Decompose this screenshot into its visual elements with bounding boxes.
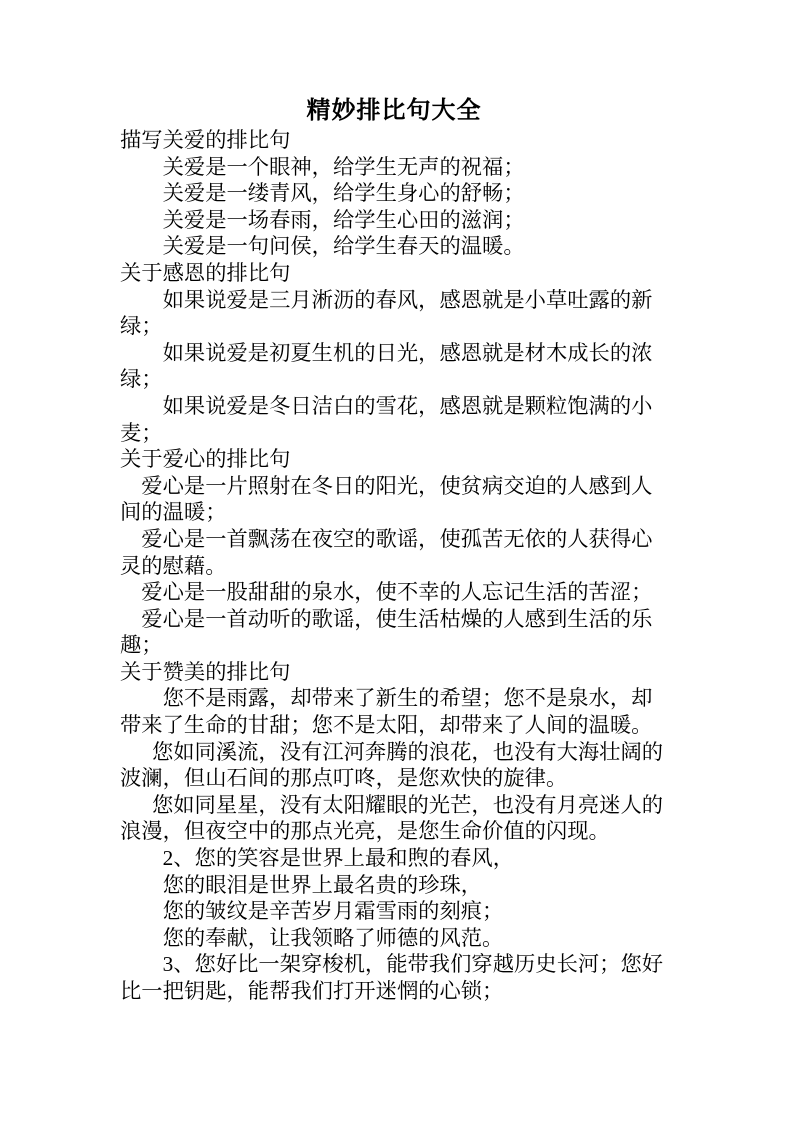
- paragraph: 如果说爱是三月淅沥的春风，感恩就是小草吐露的新绿；: [120, 287, 653, 339]
- section-heading: 关于赞美的排比句: [120, 659, 291, 684]
- paragraph: 爱心是一首飘荡在夜空的歌谣，使孤苦无依的人获得心灵的慰藉。: [120, 526, 653, 578]
- paragraph: 如果说爱是冬日洁白的雪花，感恩就是颗粒饱满的小麦；: [120, 393, 653, 445]
- paragraph: 您如同溪流，没有江河奔腾的浪花，也没有大海壮阔的波澜，但山石间的那点叮咚，是您欢快的旋律。: [120, 739, 664, 791]
- paragraph: 爱心是一股甜甜的泉水，使不幸的人忘记生活的苦涩；: [141, 580, 653, 605]
- paragraph: 您的眼泪是世界上最名贵的珍珠，: [162, 872, 483, 897]
- paragraph: 2、您的笑容是世界上最和煦的春风，: [162, 846, 514, 871]
- paragraph: 关爱是一缕青风，给学生身心的舒畅；: [162, 181, 525, 206]
- paragraph: 您如同星星，没有太阳耀眼的光芒，也没有月亮迷人的浪漫，但夜空中的那点光亮，是您生命价值的闪现。: [120, 792, 664, 844]
- paragraph: 爱心是一首动听的歌谣，使生活枯燥的人感到生活的乐趣；: [120, 606, 653, 658]
- paragraph: 关爱是一个眼神，给学生无声的祝福；: [162, 154, 525, 179]
- section-heading: 描写关爱的排比句: [120, 128, 291, 152]
- paragraph: 关爱是一场春雨，给学生心田的滋润；: [162, 207, 525, 232]
- paragraph: 您的皱纹是辛苦岁月霜雪雨的刻痕；: [162, 899, 504, 924]
- paragraph: 爱心是一片照射在冬日的阳光，使贫病交迫的人感到人间的温暖；: [120, 473, 653, 525]
- section-heading: 关于感恩的排比句: [120, 260, 291, 285]
- section-heading: 关于爱心的排比句: [120, 447, 291, 472]
- paragraph: 您的奉献，让我领略了师德的风范。: [162, 925, 504, 950]
- paragraph: 关爱是一句问侯，给学生春天的温暖。: [162, 234, 525, 259]
- paragraph: 如果说爱是初夏生机的日光，感恩就是材木成长的浓绿；: [120, 340, 653, 392]
- paragraph: 3、您好比一架穿梭机，能带我们穿越历史长河；您好比一把钥匙，能帮我们打开迷惘的心锁；: [120, 952, 664, 1003]
- document-sections: [120, 127, 668, 1005]
- document-content: [120, 95, 668, 1005]
- paragraph: 您不是雨露，却带来了新生的希望；您不是泉水，却带来了生命的甘甜；您不是太阳，却带来了人间的温暖。: [120, 686, 653, 738]
- page-title: 精妙排比句大全: [306, 98, 482, 124]
